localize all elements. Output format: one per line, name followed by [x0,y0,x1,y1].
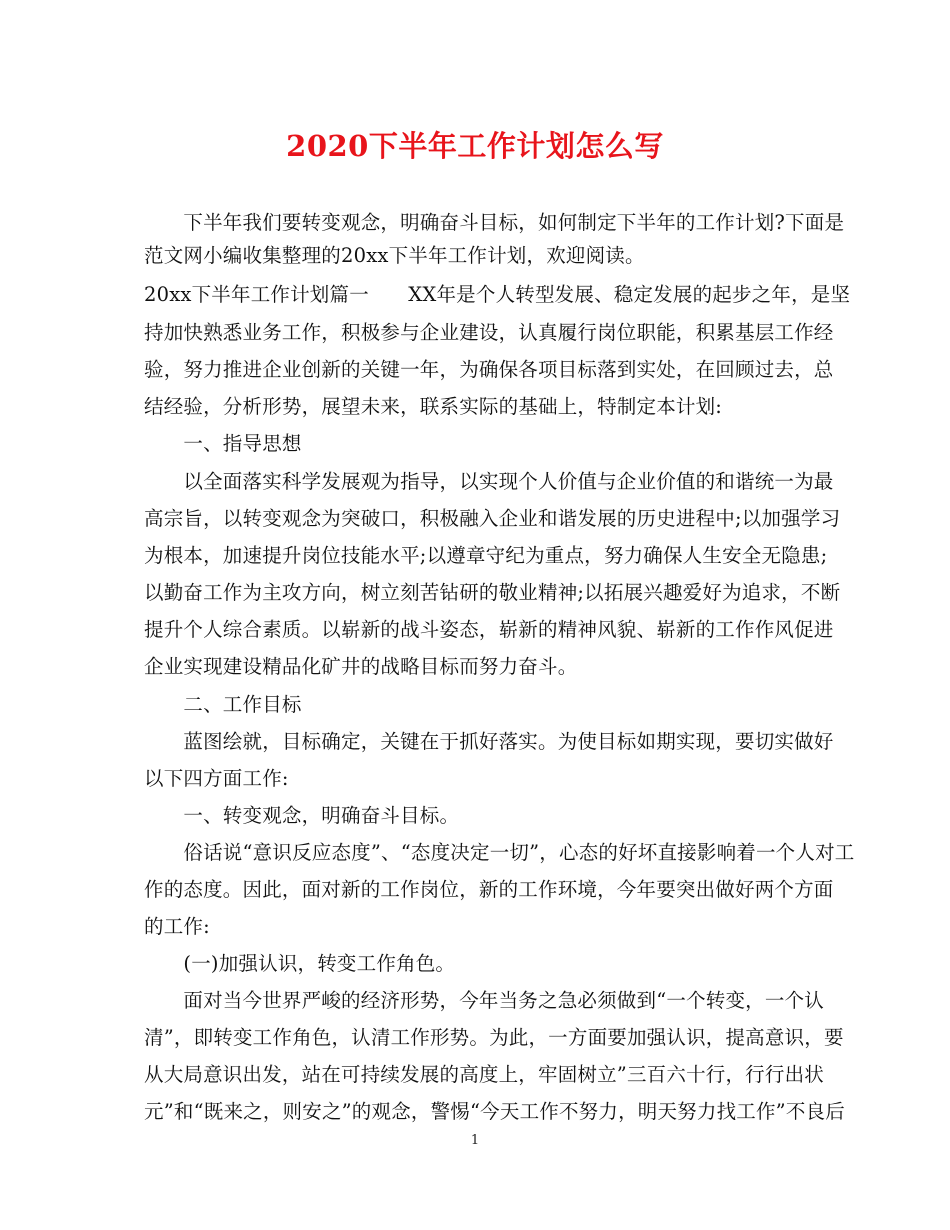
body-line: 以勤奋工作为主攻方向，树立刻苦钻研的敬业精神;以拓展兴趣爱好为追求，不断 [144,581,841,604]
page-number: 1 [470,1133,480,1148]
body-line: 作的态度。因此，面对新的工作岗位，新的工作环境，今年要突出做好两个方面 [144,878,834,901]
body-line: 持加快熟悉业务工作，积极参与企业建设，认真履行岗位职能，积累基层工作经 [144,321,834,344]
body-line: 企业实现建设精品化矿井的战略目标而努力奋斗。 [144,655,578,678]
body-line: 从大局意识出发，站在可持续发展的高度上，牢固树立”三百六十行，行行出状 [144,1063,824,1086]
body-line: 蓝图绘就，目标确定，关键在于抓好落实。为使目标如期实现，要切实做好 [144,730,834,753]
body-line: 范文网小编收集整理的20xx下半年工作计划，欢迎阅读。 [144,244,645,267]
document-title: 2020下半年工作计划怎么写 [286,129,664,163]
body-line: 元”和“既来之，则安之”的观念，警惕“今天工作不努力，明天努力找工作”不良后 [144,1100,845,1123]
body-line: 验，努力推进企业创新的关键一年，为确保各项目标落到实处，在回顾过去，总 [144,358,834,381]
body-line: 下半年我们要转变观念，明确奋斗目标，如何制定下半年的工作计划?下面是 [144,211,845,234]
body-line: 以全面落实科学发展观为指导，以实现个人价值与企业价值的和谐统一为最 [144,470,834,493]
section-heading: 二、工作目标 [144,693,302,716]
body-line: 俗话说“意识反应态度”、“态度决定一切”，心态的好坏直接影响着一个人对工 [144,841,855,864]
body-line: 20xx下半年工作计划篇一 XX年是个人转型发展、稳定发展的起步之年，是坚 [144,283,851,306]
body-line: 面对当今世界严峻的经济形势，今年当务之急必须做到“一个转变，一个认 [144,989,824,1012]
section-heading: 一、指导思想 [144,432,302,455]
body-line: 以下四方面工作: [144,767,289,790]
body-line: 结经验，分析形势，展望未来，联系实际的基础上，特制定本计划: [144,395,723,418]
body-line: 高宗旨，以转变观念为突破口，积极融入企业和谐发展的历史进程中;以加强学习 [144,507,841,530]
subsection-heading: 一、转变观念，明确奋斗目标。 [144,804,460,827]
body-line: 提升个人综合素质。以崭新的战斗姿态，崭新的精神风貌、崭新的工作作风促进 [144,618,834,641]
body-line: 为根本，加速提升岗位技能水平;以遵章守纪为重点，努力确保人生安全无隐患; [144,544,828,567]
subsection-heading: (一)加强认识，转变工作角色。 [144,952,456,975]
body-line: 的工作: [144,915,210,938]
body-line: 清”，即转变工作角色，认清工作形势。为此，一方面要加强认识，提高意识，要 [144,1026,844,1049]
